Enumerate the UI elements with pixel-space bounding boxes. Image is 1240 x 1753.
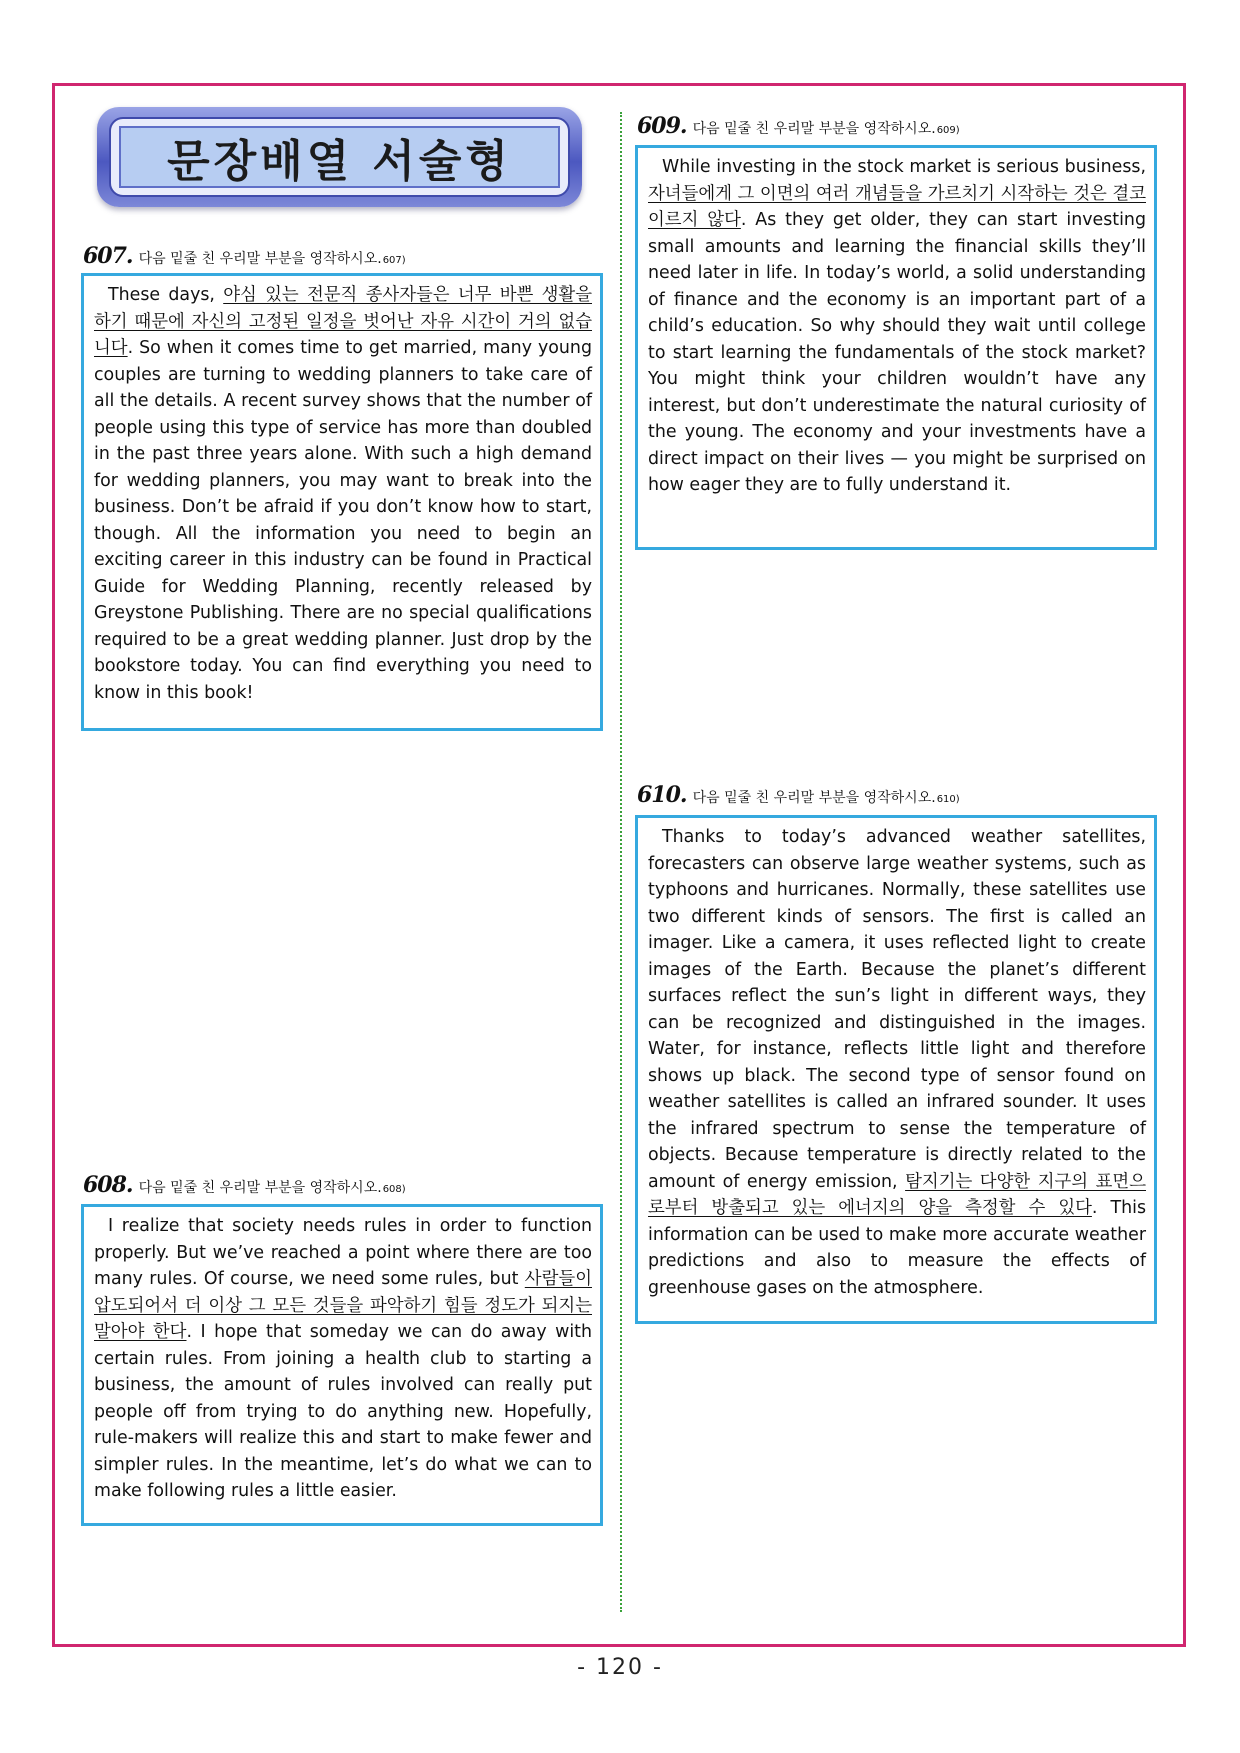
page-number: - 120 - (577, 1655, 663, 1680)
question-609-header (637, 113, 960, 139)
question-instruction: 다음 밑줄 친 우리말 부분을 영작하시오. (138, 251, 382, 267)
question-number: 608. (83, 1172, 133, 1198)
footnote-ref: 610) (936, 794, 960, 805)
passage-lead: I realize that society needs rules in order to function properly. But we’ve reached a point where there are too many rules. Of course, we need some rules, but (94, 1216, 592, 1289)
passage-text (94, 282, 592, 706)
passage-lead: These days, (108, 285, 224, 305)
underlined-korean: 탐지기는 다양한 지구의 표면으로부터 방출되고 있는 에너지의 양을 측정할 수 있다 (648, 1171, 1146, 1218)
footnote-ref: 608) (382, 1184, 406, 1195)
passage-text (648, 154, 1146, 499)
column-divider (620, 112, 622, 1612)
passage-lead: While investing in the stock market is serious business, (662, 157, 1146, 177)
question-609-box (635, 145, 1157, 550)
question-number: 610. (637, 782, 687, 808)
passage-rest: . This information can be used to make more accurate weather predictions and also to measure the effects of greenhouse gases on the atmosphere. (648, 1198, 1147, 1298)
section-banner (97, 107, 582, 207)
underlined-korean: 야심 있는 전문직 종사자들은 너무 바쁜 생활을 하기 때문에 자신의 고정된 일정을 벗어난 자유 시간이 거의 없습니다 (94, 285, 592, 358)
question-608-box (81, 1204, 603, 1526)
banner-face (119, 126, 560, 188)
footnote-ref: 609) (936, 125, 960, 136)
question-610-header (637, 782, 960, 808)
banner-title: 문장배열 서술형 (167, 136, 512, 187)
question-number: 609. (637, 113, 687, 139)
question-608-header (83, 1172, 406, 1198)
passage-lead: Thanks to today’s advanced weather satellites, forecasters can observe large weather systems, such as typhoons and hurricanes. Normally, these satellites use two different kinds of sensors. The first is called an imager. Like a camera, it uses reflected light to create images of the Earth. Because the planet’s different surfaces reflect the sun’s light in different ways, they can be recognized and distinguished in the images. Water, for instance, reflects little light and therefore shows up black. The second type of sensor found on weather satellites is called an infrared sounder. It uses the infrared spectrum to sense the temperature of objects. Because temperature is directly related to the amount of energy emission, (648, 827, 1146, 1192)
footnote-ref: 607) (382, 255, 406, 266)
passage-text (94, 1213, 592, 1505)
underlined-korean: 사람들이 압도되어서 더 이상 그 모든 것들을 파악하기 힘들 정도가 되지는 말아야 한다 (94, 1269, 592, 1342)
banner-inner (109, 117, 570, 197)
passage-rest: . So when it comes time to get married, many young couples are turning to wedding planners to take care of all the details. A recent survey shows that the number of people using this type of service has more than doubled in the past three years alone. With such a high demand for wedding planners, you may want to break into the business. Don’t be afraid if you don’t know how to start, though. All the information you need to begin an exciting career in this industry can be found in Practical Guide for Wedding Planning, recently released by Greystone Publishing. There are no special qualifications required to be a great wedding planner. Just drop by the bookstore today. You can find everything you need to know in this book! (94, 338, 592, 703)
passage-rest: . I hope that someday we can do away with certain rules. From joining a health club to starting a business, the amount of rules involved can really put people off from trying to do anything new. Hopefully, rule-makers will realize this and start to make fewer and simpler rules. In the meantime, let’s do what we can to make following rules a little easier. (94, 1322, 592, 1501)
question-instruction: 다음 밑줄 친 우리말 부분을 영작하시오. (692, 790, 936, 806)
question-number: 607. (83, 243, 133, 269)
question-610-box (635, 815, 1157, 1324)
question-607-box (81, 273, 603, 731)
passage-rest: . As they get older, they can start investing small amounts and learning the financial skills they’ll need later in life. In today’s world, a solid understanding of finance and the economy is an important part of a child’s education. So why should they wait until college to start learning the fundamentals of the stock market? You might think your children wouldn’t have any interest, but don’t underestimate the natural curiosity of the young. The economy and your investments have a direct impact on their lives — you might be surprised on how eager they are to fully understand it. (648, 210, 1146, 495)
question-instruction: 다음 밑줄 친 우리말 부분을 영작하시오. (692, 121, 936, 137)
question-607-header (83, 243, 406, 269)
question-instruction: 다음 밑줄 친 우리말 부분을 영작하시오. (138, 1180, 382, 1196)
underlined-korean: 자녀들에게 그 이면의 여러 개념들을 가르치기 시작하는 것은 결코 이르지 않다 (648, 183, 1146, 230)
passage-text (648, 824, 1146, 1301)
